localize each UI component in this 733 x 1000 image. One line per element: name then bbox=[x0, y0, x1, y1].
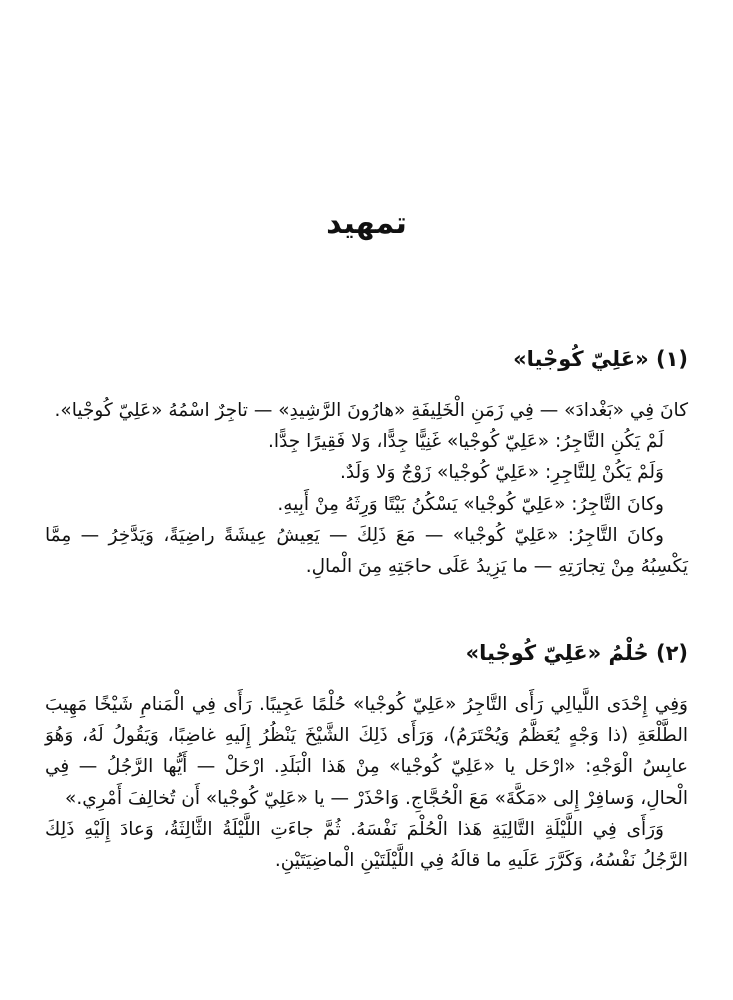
paragraph: وكانَ التَّاجِرُ: «عَلِيّ كُوجْيا» — مَعَ ذَلِكَ — يَعِيشُ عِيشَةً راضِيَةً، وَيَدَّخِرُ — مِمَّا يَكْسِبُهُ مِنْ تِجارَتِهِ — ما يَزِيدُ عَلَى حاجَتِهِ مِنَ الْمالِ. bbox=[45, 524, 688, 578]
chapter-title: تمهيد bbox=[326, 206, 407, 241]
paragraph: لَمْ يَكُنِ التَّاجِرُ: «عَلِيّ كُوجْيا» غَنِيًّا جِدًّا، وَلا فَقِيرًا جِدًّا. bbox=[268, 431, 664, 453]
paragraph: وَفِي إِحْدَى اللَّيالِي رَأَى التَّاجِرُ «عَلِيّ كُوجْيا» حُلْمًا عَجِيبًا. رَأَى فِي الْمَنامِ شَيْخًا مَهِيبَ الطَّلْعَةِ (ذا وَجْهٍ يُعَظَّمُ وَيُحْتَرَمُ)، وَرَأَى ذَلِكَ الشَّيْخَ يَنْظُرُ إِلَيهِ غاضِبًا، وَيَقُولُ لَهُ، وَهُوَ عابِسُ الْوَجْهِ: «ارْحَل يا «عَلِيّ كُوجْيا» مِنْ هَذا الْبَلَدِ. ارْحَلْ — أَيُّها الرَّجُلُ — فِي الْحالِ، وَسافِرْ إِلى «مَكَّةَ» مَعَ الْحُجَّاجِ. وَاحْذَرْ — يا «عَلِيّ كُوجْيا» أَن تُخالِفَ أَمْرِي.» bbox=[45, 694, 688, 809]
section-1-body bbox=[45, 395, 688, 582]
paragraph: كانَ فِي «بَغْدادَ» — فِي زَمَنِ الْخَلِيفَةِ «هارُونَ الرَّشِيدِ» — تاجِرٌ اسْمُهُ «عَلِيّ كُوجْيا». bbox=[54, 400, 688, 421]
section-heading-2: (٢) حُلْمُ «عَلِيّ كُوجْيا» bbox=[465, 641, 688, 665]
section-heading-1: (١) «عَلِيّ كُوجْيا» bbox=[513, 347, 688, 371]
section-2-body bbox=[45, 689, 688, 876]
paragraph: وَرَأَى فِي اللَّيْلَةِ التَّالِيَةِ هَذا الْحُلْمَ نَفْسَهُ. ثُمَّ جاءَتِ اللَّيْلَةُ الثَّالِثَةُ، وَعادَ إِلَيْهِ ذَلِكَ الرَّجُلُ نَفْسُهُ، وَكَرَّرَ عَلَيهِ ما قالَهُ فِي اللَّيْلَتَيْنِ الْماضِيَتَيْنِ. bbox=[45, 818, 688, 872]
paragraph: وكانَ التَّاجِرُ: «عَلِيّ كُوجْيا» يَسْكُنُ بَيْتًا وَرِثَهُ مِنْ أَبِيهِ. bbox=[277, 493, 664, 515]
paragraph: وَلَمْ يَكُنْ لِلتَّاجِرِ: «عَلِيّ كُوجْيا» زَوْجٌ وَلا وَلَدٌ. bbox=[339, 462, 664, 484]
